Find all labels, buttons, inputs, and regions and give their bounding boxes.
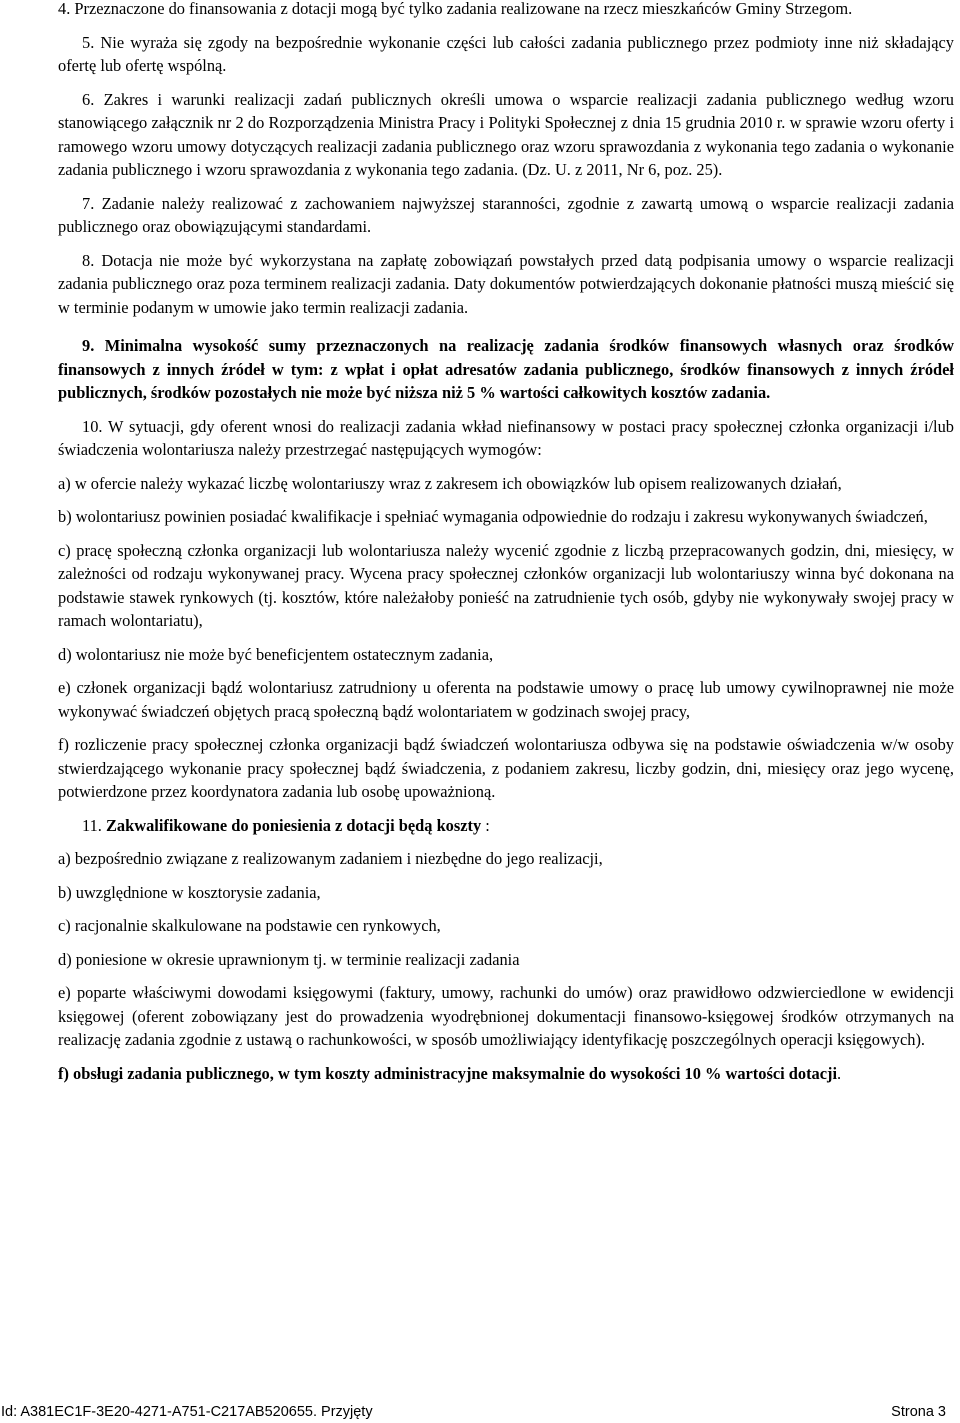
paragraph-4: 4. Przeznaczone do finansowania z dotacji mogą być tylko zadania realizowane na rzecz mieszkańców Gminy Strzegom. bbox=[58, 0, 853, 18]
paragraph-10-d: d) wolontariusz nie może być beneficjentem ostatecznym zadania, bbox=[58, 644, 494, 664]
paragraph-7: 7. Zadanie należy realizować z zachowaniem najwyższej staranności, zgodnie z zawartą umową o wsparcie realizacji zadania publicznego oraz obowiązującymi standardami. bbox=[58, 193, 954, 236]
paragraph-11-f-tail: . bbox=[837, 1063, 842, 1083]
paragraph-11-a: a) bezpośrednio związane z realizowanym zadaniem i niezbędne do jego realizacji, bbox=[58, 849, 603, 868]
paragraph-10-f: f) rozliczenie pracy społecznej członka organizacji bądź świadczeń wolontariusza odbywa się na podstawie oświadczenia w/w osoby stwierdzającego wykonanie pracy społecznej bądź świadczenia, z podaniem zakresu, liczby godzin, dni, miesięcy oraz jego wycenę, potwierdzone przez koordynatora zadania lub osobę upoważnioną. bbox=[58, 735, 954, 801]
paragraph-10-a: a) w ofercie należy wykazać liczbę wolontariuszy wraz z zakresem ich obowiązków lub opisem realizowanych działań, bbox=[58, 473, 842, 493]
paragraph-10-e: e) członek organizacji bądź wolontariusz zatrudniony u oferenta na podstawie umowy o pracę lub umowy cywilnoprawnej nie może wykonywać świadczeń objętych pracą społeczną bądź wolontariatem w godzinach swojej pracy, bbox=[58, 678, 954, 721]
page-footer bbox=[0, 1404, 960, 1423]
paragraph-11-tail: : bbox=[481, 815, 490, 835]
paragraph-10-b: b) wolontariusz powinien posiadać kwalifikacje i spełniać wymagania odpowiednie do rodzaju i zakresu wykonywanych świadczeń, bbox=[58, 507, 928, 526]
paragraph-6: 6. Zakres i warunki realizacji zadań publicznych określi umowa o wsparcie realizacji zadania publicznego według wzoru stanowiącego załącznik nr 2 do Rozporządzenia Ministra Pracy i Polityki Społecznej z dnia 15 grudnia 2010 r. w sprawie wzoru oferty i ramowego wzoru umowy dotyczących realizacji zadania publicznego oraz wzoru sprawozdania z wykonania tego zadania o wykonanie zadania publicznego i wzoru sprawozdania z wykonania tego zadania. (Dz. U. z 2011, Nr 6, poz. 25). bbox=[58, 89, 954, 179]
paragraph-9: 9. Minimalna wysokość sumy przeznaczonych na realizację zadania środków finansowych własnych oraz środków finansowych z innych źródeł w tym: z wpłat i opłat adresatów zadania publicznego, środków finansowych z innych źródeł publicznych, środków pozostałych nie może być niższa niż 5 % wartości całkowitych kosztów zadania. bbox=[58, 336, 954, 402]
paragraph-11 bbox=[58, 814, 954, 838]
paragraph-11-b: b) uwzględnione w kosztorysie zadania, bbox=[58, 882, 321, 902]
paragraph-11-number: 11. bbox=[82, 815, 106, 835]
paragraph-11-label: Zakwalifikowane do poniesienia z dotacji będą koszty bbox=[105, 815, 482, 835]
paragraph-5: 5. Nie wyraża się zgody na bezpośrednie wykonanie części lub całości zadania publicznego przez podmioty inne niż składający ofertę lub ofertę wspólną. bbox=[58, 32, 954, 75]
paragraph-11-d: d) poniesione w okresie uprawnionym tj. w terminie realizacji zadania bbox=[58, 949, 520, 969]
document-page bbox=[58, 0, 954, 1085]
paragraph-11-f bbox=[58, 1062, 954, 1086]
page-number: Strona 3 bbox=[891, 1404, 946, 1420]
paragraph-8: 8. Dotacja nie może być wykorzystana na zapłatę zobowiązań powstałych przed datą podpisania umowy o wsparcie realizacji zadania publicznego oraz poza terminem realizacji zadania. Daty dokumentów potwierdzających dokonanie płatności muszą mieścić się w terminie podanym w umowie jako termin realizacji zadania. bbox=[58, 250, 954, 317]
paragraph-11-e: e) poparte właściwymi dowodami księgowymi (faktury, umowy, rachunki do umów) oraz prawidłowo odzwierciedlone w ewidencji księgowej (oferent zobowiązany jest do prowadzenia wyodrębnionej dokumentacji finansowo-księgowej środków otrzymanych na realizację zadania zgodnie z ustawą o rachunkowości, w sposób umożliwiający identyfikację poszczególnych operacji księgowych). bbox=[58, 983, 954, 1049]
document-id: Id: A381EC1F-3E20-4271-A751-C217AB520655. Przyjęty bbox=[1, 1404, 373, 1420]
paragraph-11-f-bold: f) obsługi zadania publicznego, w tym koszty administracyjne maksymalnie do wysokości 10 % wartości dotacji bbox=[58, 1063, 838, 1083]
paragraph-11-c: c) racjonalnie skalkulowane na podstawie cen rynkowych, bbox=[58, 916, 441, 935]
paragraph-10-c: c) pracę społeczną członka organizacji lub wolontariusza należy wycenić zgodnie z liczbą przepracowanych godzin, dni, miesięcy, w zależności od rodzaju wykonywanej pracy. Wycena pracy społecznej członków organizacji lub wolontariuszy winna być dokonana na podstawie stawek rynkowych (tj. kosztów, które należałoby ponieść na zatrudnienie tych osób, gdyby nie wykonywały swojej pracy w ramach wolontariatu), bbox=[58, 540, 954, 630]
paragraph-10: 10. W sytuacji, gdy oferent wnosi do realizacji zadania wkład niefinansowy w postaci pracy społecznej członka organizacji i/lub świadczenia wolontariusza należy przestrzegać następujących wymogów: bbox=[58, 416, 954, 459]
